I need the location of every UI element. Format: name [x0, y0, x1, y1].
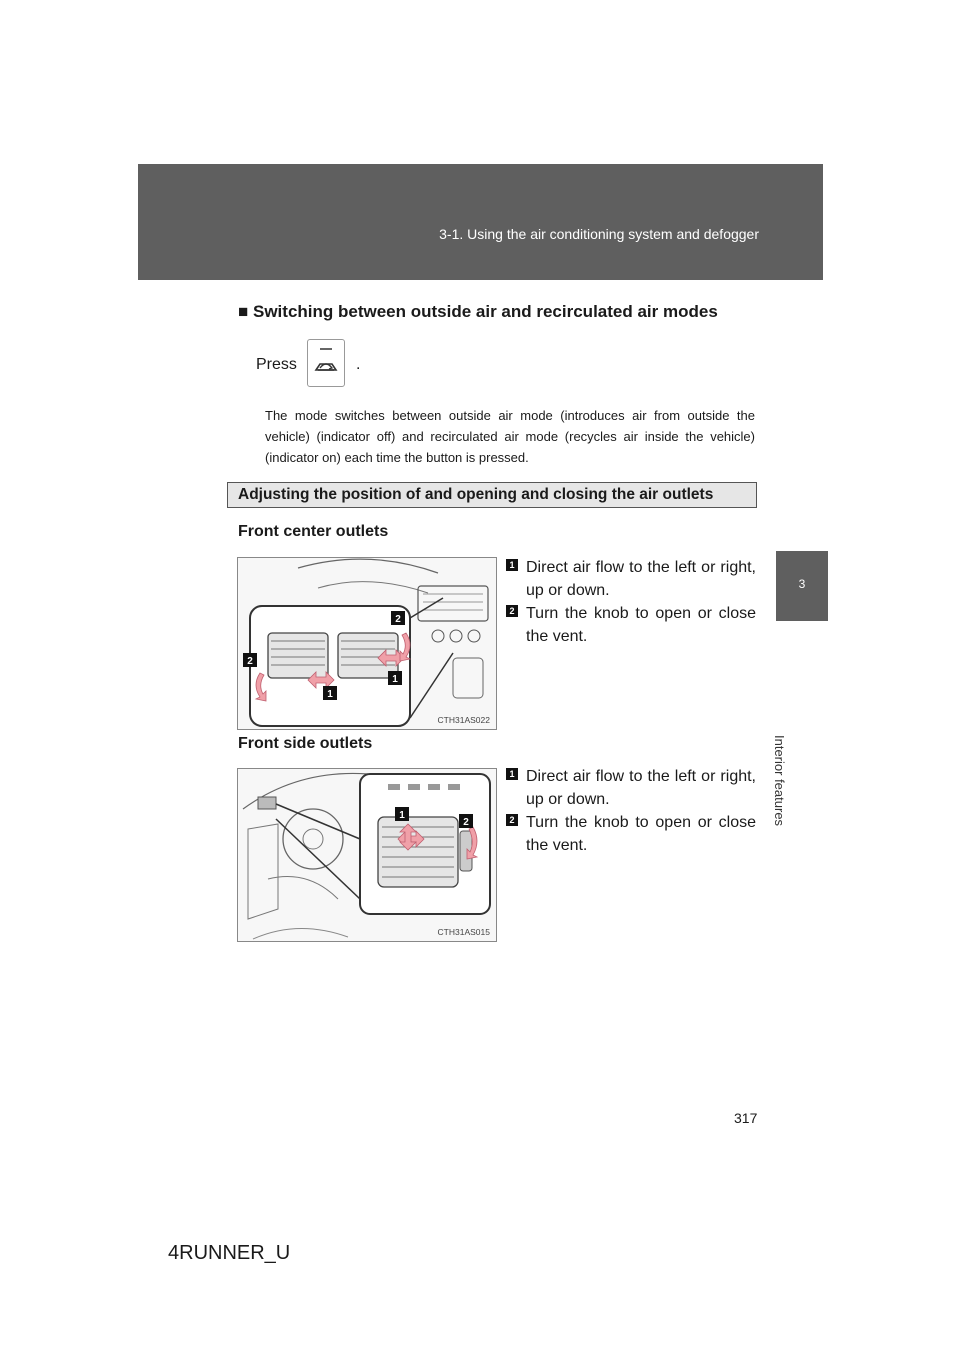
svg-text:1: 1 [392, 674, 398, 685]
center-figure-code: CTH31AS022 [437, 715, 490, 725]
side-figure-code: CTH31AS015 [437, 927, 490, 937]
press-label: Press [256, 356, 297, 373]
chapter-side-label-text: Interior features [772, 735, 787, 827]
press-period: . [356, 356, 361, 373]
center-step-2 [506, 602, 756, 648]
chapter-tab [776, 551, 828, 621]
step-badge: 1 [506, 768, 518, 780]
side-outlets-illustration [238, 769, 497, 942]
svg-text:1: 1 [327, 689, 333, 700]
outlets-heading: Adjusting the position of and opening and closing the air outlets [227, 482, 757, 508]
footer-model: 4RUNNER_U [168, 1242, 291, 1264]
center-outlets-figure [237, 557, 497, 730]
svg-text:1: 1 [399, 810, 405, 821]
center-outlets-illustration [238, 558, 497, 730]
chapter-number: 3 [798, 577, 806, 591]
side-outlets-title: Front side outlets [238, 735, 373, 752]
center-step-1 [506, 556, 756, 602]
side-step-1 [506, 765, 756, 811]
recirc-note: The mode switches between outside air mode (introduces air from outside the vehicle) (indicator off) and recirculated air mode (recycles air inside the vehicle) (indicator on) each time the button is pressed. [265, 408, 755, 465]
step-badge: 2 [506, 605, 518, 617]
step-text: Direct air flow to the left or right, up or down. [526, 559, 756, 599]
step-badge: 2 [506, 814, 518, 826]
center-outlets-title: Front center outlets [238, 523, 389, 540]
page-number: 317 [734, 1110, 758, 1126]
recirc-heading: ■ Switching between outside air and recirculated air modes [238, 302, 718, 321]
header-band [138, 164, 823, 280]
recirc-button-illustration [307, 339, 345, 387]
svg-text:2: 2 [463, 817, 469, 828]
side-outlets-figure [237, 768, 497, 942]
step-text: Turn the knob to open or close the vent. [526, 814, 756, 854]
side-step-2 [506, 811, 756, 857]
car-recirculation-icon [308, 340, 344, 386]
step-text: Direct air flow to the left or right, up or down. [526, 768, 756, 808]
step-badge: 1 [506, 559, 518, 571]
step-text: Turn the knob to open or close the vent. [526, 605, 756, 645]
section-title: 3-1. Using the air conditioning system and defogger [439, 226, 759, 242]
svg-text:2: 2 [395, 614, 401, 625]
svg-text:2: 2 [247, 656, 253, 667]
